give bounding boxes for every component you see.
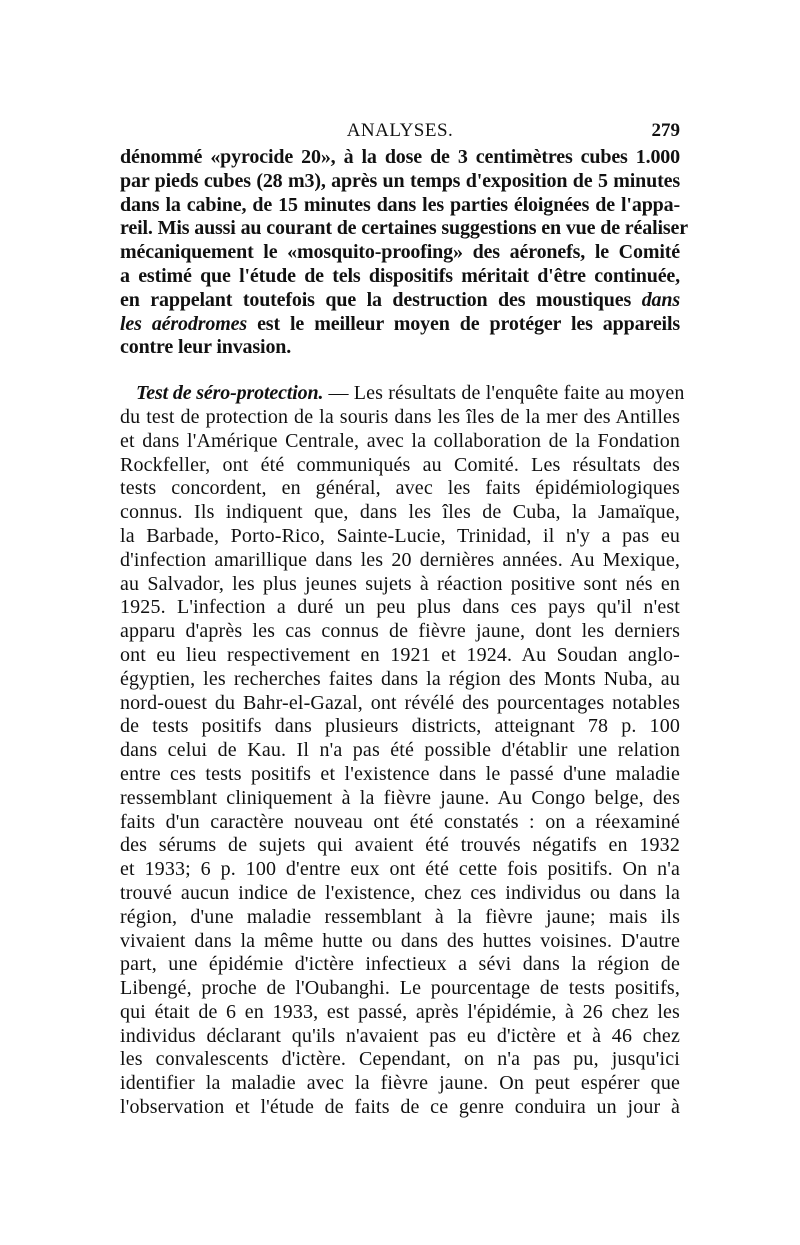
text-line: et dans l'Amérique Centrale, avec la collaboration de la Fondation xyxy=(120,429,680,452)
text-line: ressemblant cliniquement à la fièvre jaune. Au Congo belge, des xyxy=(120,786,680,809)
text-line: égyptien, les recherches faites dans la région des Monts Nuba, au xyxy=(120,667,680,690)
text-line xyxy=(120,313,680,337)
text-line: reil. Mis aussi au courant de certaines suggestions en vue de réaliser xyxy=(120,217,688,240)
running-title: ANALYSES. xyxy=(346,120,454,141)
text-fragment: est le meilleur moyen de protéger les appareils xyxy=(257,312,680,335)
document-page xyxy=(120,116,688,1120)
text-line: ont eu lieu respectivement en 1921 et 1924. Au Soudan anglo- xyxy=(120,643,680,666)
paragraph-mosquito-proofing xyxy=(120,146,688,360)
text-line: de tests positifs dans plusieurs districts, atteignant 78 p. 100 xyxy=(120,715,680,738)
text-line: vivaient dans la même hutte ou dans des huttes voisines. D'autre xyxy=(120,929,680,952)
text-line: Libengé, proche de l'Oubanghi. Le pourcentage de tests positifs, xyxy=(120,977,680,1000)
text-line: faits d'un caractère nouveau ont été constatés : on a réexaminé xyxy=(120,810,680,833)
text-line: région, d'une maladie ressemblant à la fièvre jaune; mais ils xyxy=(120,905,680,928)
text-line: mécaniquement le «mosquito-proofing» des aéronefs, le Comité xyxy=(120,241,680,264)
text-line: au Salvador, les plus jeunes sujets à réaction positive sont nés en xyxy=(120,572,680,595)
text-line: la Barbade, Porto-Rico, Sainte-Lucie, Trinidad, il n'y a pas eu xyxy=(120,524,680,547)
text-line: contre leur invasion. xyxy=(120,336,292,359)
text-line: du test de protection de la souris dans les îles de la mer des Antilles xyxy=(120,405,680,428)
text-line: par pieds cubes (28 m3), après un temps d'exposition de 5 minutes xyxy=(120,169,680,192)
text-line: a estimé que l'étude de tels dispositifs méritait d'être continuée, xyxy=(120,264,680,287)
paragraph-sero-protection xyxy=(120,382,685,1120)
text-line: trouvé aucun indice de l'existence, chez ces individus ou dans la xyxy=(120,881,680,904)
page-number: 279 xyxy=(651,120,680,141)
text-line: connus. Ils indiquent que, dans les îles de Cuba, la Jamaïque, xyxy=(120,501,680,524)
text-line xyxy=(120,289,680,313)
text-line: nord-ouest du Bahr-el-Gazal, ont révélé des pourcentages notables xyxy=(120,691,680,714)
text-line: dans la cabine, de 15 minutes dans les parties éloignées de l'appa- xyxy=(120,193,680,216)
italic-fragment: les aérodromes xyxy=(120,312,247,335)
text-line: identifier la maladie avec la fièvre jaune. On peut espérer que xyxy=(120,1072,680,1095)
text-line: dans celui de Kau. Il n'a pas été possible d'établir une relation xyxy=(120,739,680,762)
text-line: entre ces tests positifs et l'existence dans le passé d'une maladie xyxy=(120,762,680,785)
text-line: l'observation et l'étude de faits de ce genre conduira un jour à xyxy=(120,1096,680,1119)
text-line: 1925. L'infection a duré un peu plus dans ces pays qu'il n'est xyxy=(120,596,680,619)
text-line: Rockfeller, ont été communiqués au Comité. Les résultats des xyxy=(120,453,680,476)
text-line: part, une épidémie d'ictère infectieux a sévi dans la région de xyxy=(120,953,680,976)
text-fragment: en rappelant toutefois que la destruction des moustiques xyxy=(120,288,642,311)
text-line: et 1933; 6 p. 100 d'entre eux ont été cette fois positifs. On n'a xyxy=(120,858,680,881)
italic-fragment: dans xyxy=(641,288,680,311)
text-fragment: — Les résultats de l'enquête faite au moyen xyxy=(323,382,685,405)
text-line: d'infection amarillique dans les 20 dernières années. Au Mexique, xyxy=(120,548,680,571)
paragraph-spacer xyxy=(120,360,680,382)
text-line: des sérums de sujets qui avaient été trouvés négatifs en 1932 xyxy=(120,834,680,857)
text-line: les convalescents d'ictère. Cependant, on n'a pas pu, jusqu'ici xyxy=(120,1048,680,1071)
text-line: apparu d'après les cas connus de fièvre jaune, dont les derniers xyxy=(120,620,680,643)
text-line xyxy=(120,382,685,406)
text-line: qui était de 6 en 1933, est passé, après l'épidémie, à 26 chez les xyxy=(120,1000,680,1023)
text-line: individus déclarant qu'ils n'avaient pas eu d'ictère et à 46 chez xyxy=(120,1024,680,1047)
text-line: dénommé «pyrocide 20», à la dose de 3 centimètres cubes 1.000 xyxy=(120,146,680,168)
text-line: tests concordent, en général, avec les faits épidémiologiques xyxy=(120,477,680,500)
section-heading: Test de séro-protection. xyxy=(136,382,324,405)
running-header xyxy=(120,116,680,146)
